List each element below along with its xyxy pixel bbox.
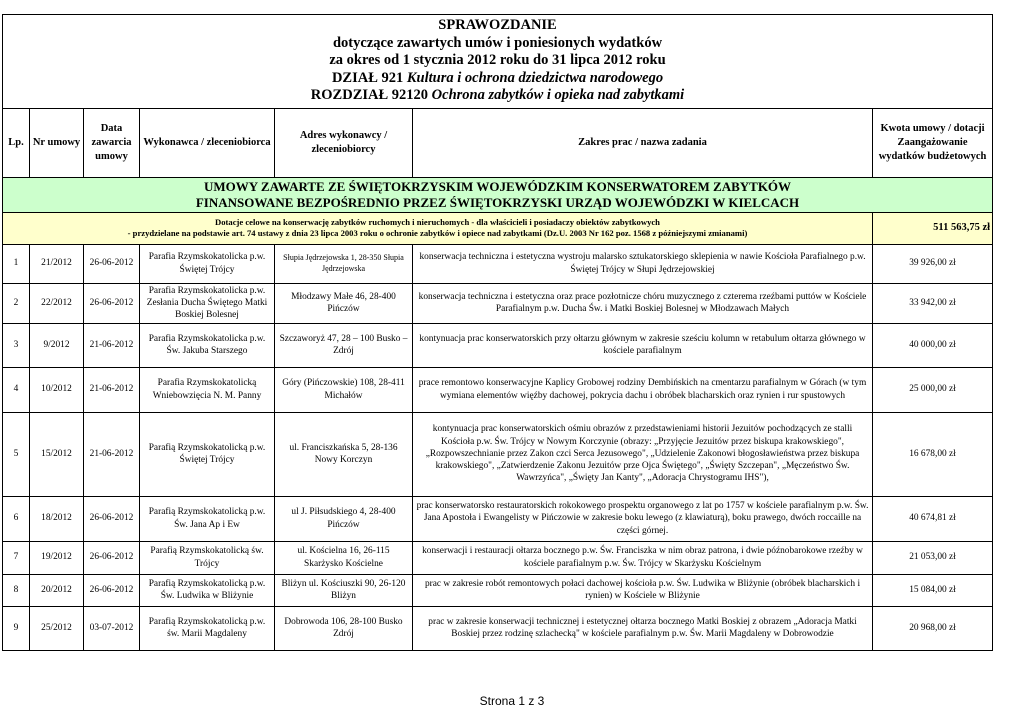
row-adres: ul. Franciszkańska 5, 28-136 Nowy Korczyn <box>275 412 413 496</box>
report-title: SPRAWOZDANIE <box>438 17 557 33</box>
row-date: 26-06-2012 <box>84 244 140 283</box>
row-adres: Szczaworyż 47, 28 – 100 Busko – Zdrój <box>275 323 413 367</box>
row-lp: 2 <box>3 283 30 323</box>
section-row <box>3 177 993 212</box>
row-kwota: 21 053,00 zł <box>873 541 993 574</box>
row-date: 21-06-2012 <box>84 412 140 496</box>
table-row <box>3 323 993 367</box>
row-adres: ul. Kościelna 16, 26-115 Skarżysko Kościelne <box>275 541 413 574</box>
page-number: Strona 1 z 3 <box>479 694 545 708</box>
section-line-2: FINANSOWANE BEZPOŚREDNIO PRZEZ ŚWIĘTOKRZYSKI URZĄD WOJEWÓDZKI W KIELCACH <box>195 194 800 210</box>
row-nr: 21/2012 <box>30 244 84 283</box>
row-wykonawca: Parafia Rzymskokatolicką Wniebowzięcia N. M. Panny <box>140 367 275 412</box>
table-row <box>3 244 993 283</box>
col-header-nr: Nr umowy <box>30 108 84 177</box>
row-date: 26-06-2012 <box>84 541 140 574</box>
row-adres: Góry (Pińczowskie) 108, 28-411 Michałów <box>275 367 413 412</box>
row-date: 26-06-2012 <box>84 574 140 606</box>
row-lp: 7 <box>3 541 30 574</box>
table-row <box>3 574 993 606</box>
row-wykonawca: Parafia Rzymskokatolicka p.w. Świętej Trójcy <box>140 244 275 283</box>
row-zakres: prace remontowo konserwacyjne Kaplicy Grobowej rodziny Dembińskich na cmentarzu parafialnym w Górach (w tym wymiana elementów więźby dachowej, pokrycia dachu i obróbek blacharskich oraz rynien i rur spustowych <box>413 367 873 412</box>
table-row <box>3 541 993 574</box>
col-header-wykonawca: Wykonawca / zleceniobiorca <box>140 108 275 177</box>
report-table <box>2 14 993 651</box>
row-wykonawca: Parafią Rzymskokatolicką św. Trójcy <box>140 541 275 574</box>
section-line-1: UMOWY ZAWARTE ZE ŚWIĘTOKRZYSKIM WOJEWÓDZKIM KONSERWATOREM ZABYTKÓW <box>203 178 792 194</box>
row-kwota: 40 000,00 zł <box>873 323 993 367</box>
subsection-row <box>3 212 993 244</box>
row-date: 21-06-2012 <box>84 367 140 412</box>
row-wykonawca: Parafią Rzymskokatolicką p.w. Świętej Trójcy <box>140 412 275 496</box>
col-header-kwota: Kwota umowy / dotacji Zaangażowanie wydatków budżetowych <box>873 108 993 177</box>
col-header-data: Data zawarcia umowy <box>84 108 140 177</box>
row-zakres: konserwacji i restauracji ołtarza bocznego p.w. Św. Franciszka w nim obraz patrona, i dwie późnobarokowe rzeźby w kościele parafialnym p.w. Św. Trójcy w Skarżysku Kościelnym <box>413 541 873 574</box>
row-kwota: 33 942,00 zł <box>873 283 993 323</box>
row-kwota: 39 926,00 zł <box>873 244 993 283</box>
report-header-row <box>3 15 993 109</box>
row-lp: 8 <box>3 574 30 606</box>
row-adres: Bliżyn ul. Kościuszki 90, 26-120 Bliżyn <box>275 574 413 606</box>
row-nr: 22/2012 <box>30 283 84 323</box>
subsection-total: 511 563,75 zł <box>873 212 993 244</box>
row-nr: 18/2012 <box>30 496 84 541</box>
column-header-row <box>3 108 993 177</box>
report-period: za okres od 1 stycznia 2012 roku do 31 lipca 2012 roku <box>329 52 666 68</box>
row-nr: 25/2012 <box>30 606 84 650</box>
row-adres: Młodzawy Małe 46, 28-400 Pińczów <box>275 283 413 323</box>
subsection-line-1: Dotacje celowe na konserwację zabytków ruchomych i nieruchomych - dla właścicieli i posiadaczy obiektów zabytkowych <box>215 216 660 227</box>
row-lp: 4 <box>3 367 30 412</box>
row-zakres: kontynuacja prac konserwatorskich przy ołtarzu głównym w zakresie sześciu kolumn w retabulum ołtarza głównego w kościele parafialnym <box>413 323 873 367</box>
row-kwota: 20 968,00 zł <box>873 606 993 650</box>
subsection-heading <box>3 212 873 244</box>
section-heading <box>3 177 993 212</box>
col-header-adres: Adres wykonawcy / zleceniobiorcy <box>275 108 413 177</box>
row-date: 26-06-2012 <box>84 283 140 323</box>
report-dzial: DZIAŁ 921 Kultura i ochrona dziedzictwa narodowego <box>331 69 664 86</box>
col-header-zakres: Zakres prac / nazwa zadania <box>413 108 873 177</box>
row-lp: 5 <box>3 412 30 496</box>
row-wykonawca: Parafią Rzymskokatolicką p.w. Św. Ludwika w Bliżynie <box>140 574 275 606</box>
row-zakres: prac konserwatorsko restauratorskich rokokowego prospektu organowego z lat po 1757 w kościele parafialnym p.w. Św. Jana Apostoła i Ewangelisty w Pińczowie w zakresie boku lewego (z klawiaturą), boku prawego, dwóch roccaille na części górnej. <box>413 496 873 541</box>
row-nr: 15/2012 <box>30 412 84 496</box>
row-adres: ul J. Piłsudskiego 4, 28-400 Pińczów <box>275 496 413 541</box>
row-adres: Dobrowoda 106, 28-100 Busko Zdrój <box>275 606 413 650</box>
row-wykonawca: Parafią Rzymskokatolicką p.w. Św. Jana Ap i Ew <box>140 496 275 541</box>
row-wykonawca: Parafią Rzymskokatolicką p.w. św. Marii Magdaleny <box>140 606 275 650</box>
row-zakres: konserwacja techniczna i estetyczna wystroju malarsko sztukatorskiego sklepienia w nawie Kościoła Parafialnego p.w. Świętej Trójcy w Słupi Jędrzejowskiej <box>413 244 873 283</box>
row-wykonawca: Parafia Rzymskokatolicka p.w. Zesłania Ducha Świętego Matki Boskiej Bolesnej <box>140 283 275 323</box>
report-rozdzial: ROZDZIAŁ 92120 Ochrona zabytków i opieka nad zabytkami <box>310 87 685 103</box>
row-nr: 9/2012 <box>30 323 84 367</box>
table-row <box>3 496 993 541</box>
row-date: 21-06-2012 <box>84 323 140 367</box>
row-zakres: prac w zakresie konserwacji technicznej i estetycznej ołtarza bocznego Matki Boskiej z obrazem „Adoracja Matki Boskiej przez rodzinę szlachecką" w kościele parafialnym p.w. Św. Marii Magdaleny w Dobrowodzie <box>413 606 873 650</box>
table-row <box>3 412 993 496</box>
row-kwota: 40 674,81 zł <box>873 496 993 541</box>
row-date: 03-07-2012 <box>84 606 140 650</box>
report-subtitle: dotyczące zawartych umów i poniesionych wydatków <box>332 34 663 51</box>
row-wykonawca: Parafia Rzymskokatolicka p.w. Św. Jakuba Starszego <box>140 323 275 367</box>
row-date: 26-06-2012 <box>84 496 140 541</box>
row-kwota: 25 000,00 zł <box>873 367 993 412</box>
report-header <box>3 15 993 109</box>
col-header-lp: Lp. <box>3 108 30 177</box>
row-lp: 3 <box>3 323 30 367</box>
subsection-line-2: - przydzielane na podstawie art. 74 ustawy z dnia 23 lipca 2003 roku o ochronie zabytków i opiece nad zabytkami (Dz.U. 2003 Nr 162 poz. 1568 z późniejszymi zmianami) <box>127 228 748 238</box>
table-row <box>3 367 993 412</box>
row-adres: Słupia Jędrzejowska 1, 28-350 Słupia Jędrzejowska <box>275 244 413 283</box>
row-zakres: prac w zakresie robót remontowych połaci dachowej kościoła p.w. Św. Ludwika w Bliżynie (obróbek blacharskich i rynien) w Kościele w Bliżynie <box>413 574 873 606</box>
row-lp: 6 <box>3 496 30 541</box>
row-zakres: konserwacja techniczna i estetyczna oraz prace pozłotnicze chóru muzycznego z czterema rzeźbami puttów w Kościele Parafialnym p.w. Ducha Św. i Matki Boskiej Bolesnej w Młodzawach Małych <box>413 283 873 323</box>
row-nr: 10/2012 <box>30 367 84 412</box>
table-row <box>3 606 993 650</box>
row-kwota: 15 084,00 zł <box>873 574 993 606</box>
row-lp: 9 <box>3 606 30 650</box>
row-zakres: kontynuacja prac konserwatorskich ośmiu obrazów z przedstawieniami historii Jezuitów pochodzących ze stalli Kościoła p.w. Św. Trójcy w Nowym Korczynie (obrazy: „Przyjęcie Jezuitów przez biskupa krakowskiego", „Rozpowszechnianie przez Zakon czci Serca Jezusowego", „Udzielenie Zakonowi błogosławieństwa przez biskupa krakowskiego", „Zatwierdzenie Zakonu Jezuitów prze Ojca Świętego", „Święty Szczepan", „Męczeństwo Św. Wawrzyńca", „Święty Jan Kanty", „Adoracja Chrystogramu IHS"), <box>413 412 873 496</box>
row-kwota: 16 678,00 zł <box>873 412 993 496</box>
row-lp: 1 <box>3 244 30 283</box>
table-row <box>3 283 993 323</box>
row-nr: 19/2012 <box>30 541 84 574</box>
row-nr: 20/2012 <box>30 574 84 606</box>
